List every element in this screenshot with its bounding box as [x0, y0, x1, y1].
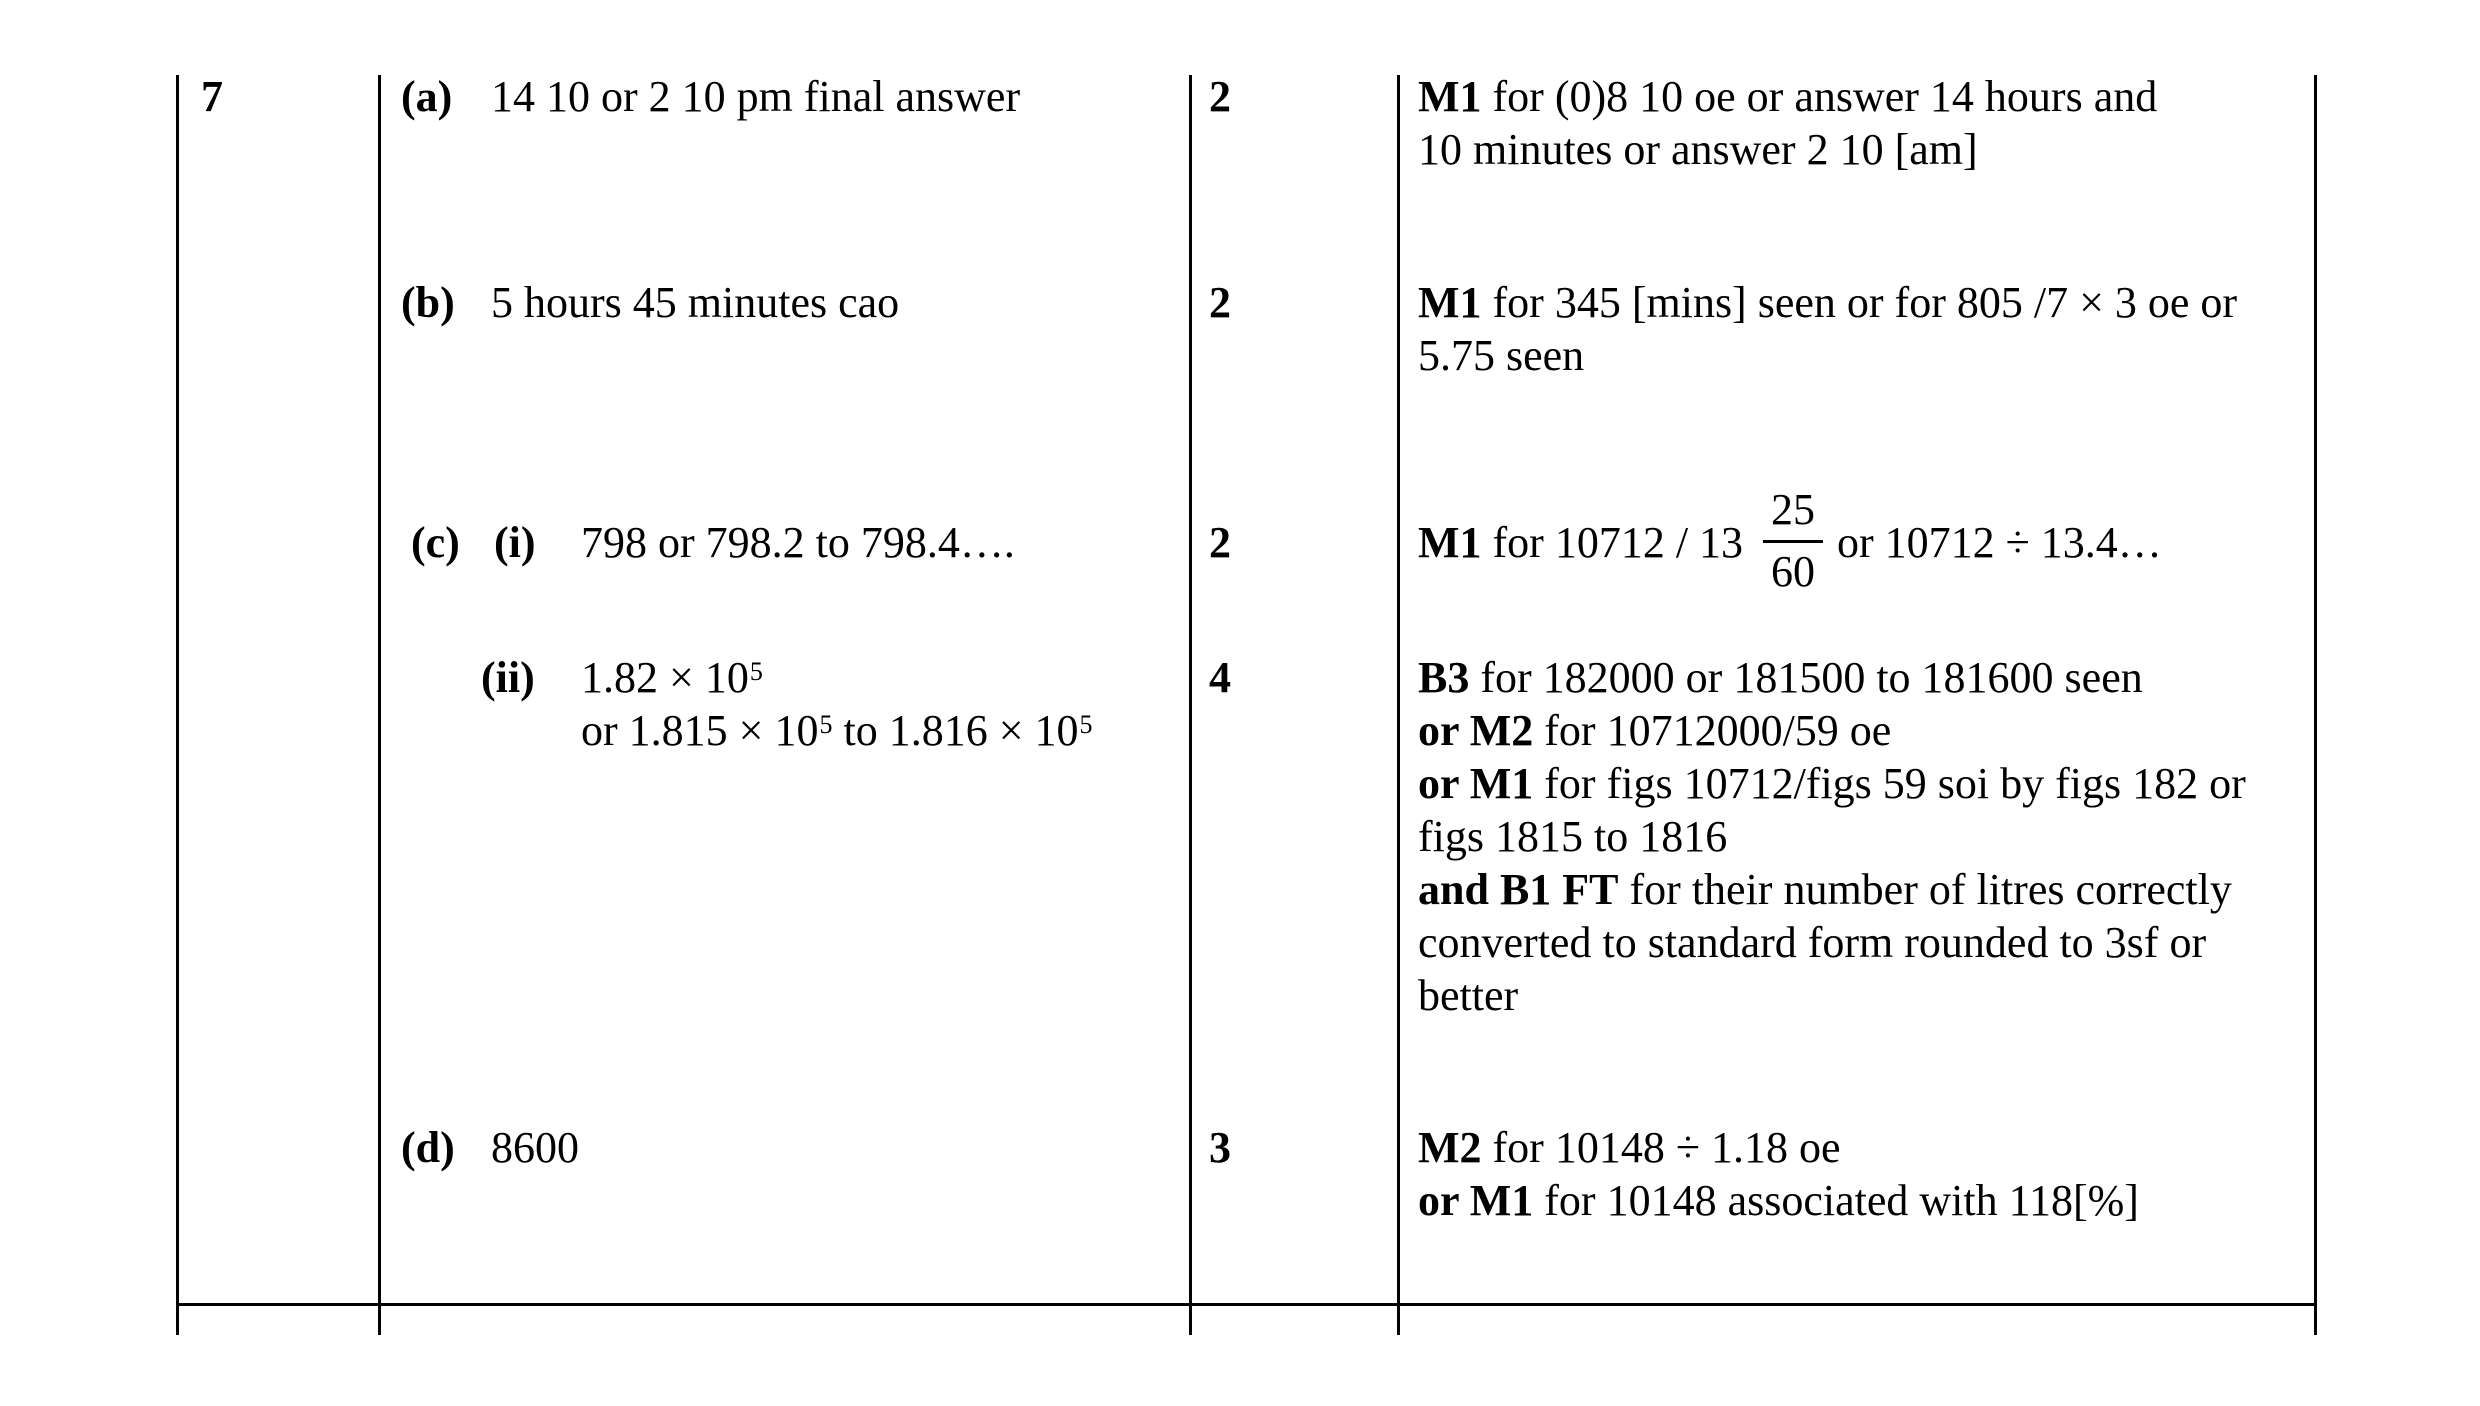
part-a-label: (a): [401, 72, 453, 121]
fraction-25-60: [1763, 483, 1823, 598]
table-border-left: [176, 75, 179, 1335]
part-c-i-note-continued: or 10712 ÷ 13.4…: [1837, 518, 2162, 567]
note-line: 5.75 seen: [1418, 331, 1585, 380]
part-c-i-answer: 798 or 798.2 to 798.4….: [581, 518, 1015, 567]
column-divider-answer: [378, 75, 381, 1335]
note-line: or M1 for 10148 associated with 118[%]: [1418, 1176, 2139, 1225]
row-bottom-rule: [176, 1303, 2317, 1306]
part-b-marks: 2: [1209, 278, 1231, 327]
part-b-label: (b): [401, 278, 455, 327]
table-border-right: [2314, 75, 2317, 1335]
part-c-ii-marks: 4: [1209, 653, 1231, 702]
part-c-i-label: (i): [494, 518, 536, 567]
note-line: 10 minutes or answer 2 10 [am]: [1418, 125, 1978, 174]
note-line: M2 for 10148 ÷ 1.18 oe: [1418, 1123, 1841, 1172]
part-c-ii-answer: [581, 651, 1093, 757]
part-c-i-marks: 2: [1209, 518, 1231, 567]
part-a-marks: 2: [1209, 72, 1231, 121]
answer-line: or $1.815 \times 10^5$ to $1.816 \times 10^5$: [581, 706, 1093, 755]
note-line: figs 1815 to 1816: [1418, 812, 1728, 861]
note-line: better: [1418, 971, 1519, 1020]
part-c-label: (c): [411, 518, 460, 567]
note-line: or M2 for 10712000/59 oe: [1418, 706, 1892, 755]
part-d-marks: 3: [1209, 1123, 1231, 1172]
fraction-numerator: 25: [1771, 485, 1815, 534]
note-line: B3 for 182000 or 181500 to 181600 seen: [1418, 653, 2143, 702]
part-b-notes: [1418, 276, 2237, 382]
fraction-bar: [1763, 540, 1823, 543]
part-c-i-note: M1 for 10712 / 13: [1418, 518, 1744, 567]
note-line: or M1 for figs 10712/figs 59 soi by figs 182 or: [1418, 759, 2246, 808]
part-d-answer: 8600: [491, 1123, 579, 1172]
part-a-notes: [1418, 70, 2157, 176]
fraction-denominator: 60: [1771, 547, 1815, 596]
part-c-ii-notes: [1418, 651, 2246, 1022]
part-c-ii-label: (ii): [481, 653, 535, 702]
question-number: 7: [201, 72, 223, 121]
column-divider-marks: [1189, 75, 1192, 1335]
part-b-answer: 5 hours 45 minutes cao: [491, 278, 900, 327]
part-a-answer: 14 10 or 2 10 pm final answer: [491, 72, 1021, 121]
note-line: and B1 FT for their number of litres correctly: [1418, 865, 2232, 914]
part-d-label: (d): [401, 1123, 455, 1172]
part-d-notes: [1418, 1121, 2139, 1227]
column-divider-notes: [1397, 75, 1400, 1335]
note-line: converted to standard form rounded to 3sf or: [1418, 918, 2207, 967]
note-line: M1 for 345 [mins] seen or for 805 /7 × 3 oe or: [1418, 278, 2238, 327]
answer-line: $1.82 \times 10^5$: [581, 653, 763, 702]
note-line: M1 for (0)8 10 oe or answer 14 hours and: [1418, 72, 2158, 121]
